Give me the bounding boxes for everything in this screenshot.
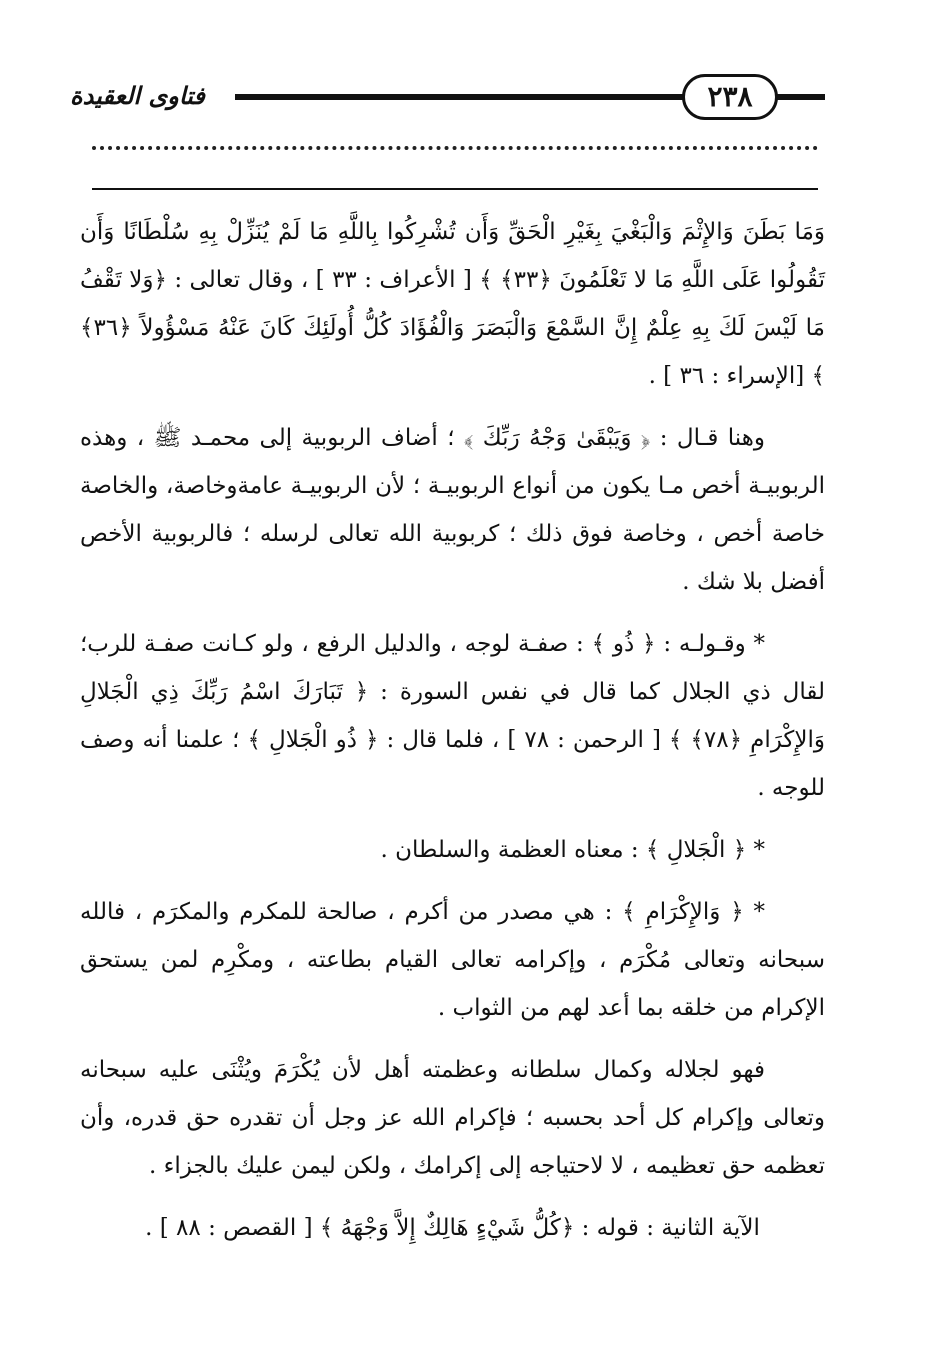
paragraph-rububiyyah: وهنا قـال : ﴿ وَيَبْقَىٰ وَجْهُ رَبِّكَ ﴾ ؛ أضاف الربوبية إلى محمـد ﷺ ، وهذه الربوبيـة أخص مـا يكون من أنواع الربوبيـة ؛ لأن الربوبيـة عامةوخاصة، والخاصة خاصة أخص ، وخاصة فوق ذلك ؛ كربوبية الله تعالى لرسله ؛ فالربوبية الأخص أفضل بلا شك .: [80, 425, 825, 595]
running-title: فتاوى العقيدة: [70, 81, 205, 110]
page-body: [80, 208, 825, 1266]
page-header: [70, 70, 825, 124]
paragraph-dhu: * وقـولـه : ﴿ ذُو ﴾ : صفـة لوجه ، والدليل الرفع ، ولو كـانت صفـة للرب؛ لقال ذي الجلال كما قال في نفس السورة : ﴿ تَبَارَكَ اسْمُ رَبِّكَ ذِي الْجَلالِ وَالإِكْرَامِ ﴿٧٨﴾ ﴾ [ الرحمن : ٧٨ ] ، فلما قال : ﴿ ذُو الْجَلالِ ﴾ ؛ علمنا أنه وصف للوجه .: [80, 631, 825, 801]
paragraph-ikram: * ﴿ وَالإِكْرَامِ ﴾ : هي مصدر من أكرم ، صالحة للمكرم والمكرَم ، فالله سبحانه وتعالى مُكْرَم ، وإكرامه تعالى القيام بطاعته ، ومكْرِم لمن يستحق الإكرام من خلقه بما أعد لهم من الثواب .: [80, 899, 825, 1021]
page-number: ٢٣٨: [682, 74, 778, 120]
paragraph-second-verse: الآية الثانية : قوله : ﴿كُلُّ شَيْءٍ هَالِكٌ إِلاَّ وَجْهَهُ ﴾ [ القصص : ٨٨ ] .: [145, 1215, 760, 1241]
header-rule-left: [235, 94, 695, 100]
paragraph-honor: فهو لجلاله وكمال سلطانه وعظمته أهل لأن يُكْرَمَ ويُثْنَى عليه سبحانه وتعالى وإكرام كل أحد بحسبه ؛ فإكرام الله عز وجل أن تقدره حق قدره، وأن تعظمه حق تعظيمه ، لا لاحتياجه إلى إكرامك ، ولكن ليمن عليك بالجزاء .: [80, 1057, 825, 1179]
paragraph-jalal: * ﴿ الْجَلالِ ﴾ : معناه العظمة والسلطان .: [380, 837, 765, 863]
dotted-separator: [92, 146, 818, 150]
paragraph-verse-continuation: وَمَا بَطَنَ وَالإِثْمَ وَالْبَغْيَ بِغَيْرِ الْحَقِّ وَأَن تُشْرِكُوا بِاللَّهِ مَا لَمْ يُنَزِّلْ بِهِ سُلْطَانًا وَأَن تَقُولُوا عَلَى اللَّهِ مَا لا تَعْلَمُونَ ﴿٣٣﴾ ﴾ [ الأعراف : ٣٣ ] ، وقال تعالى : ﴿وَلا تَقْفُ مَا لَيْسَ لَكَ بِهِ عِلْمٌ إِنَّ السَّمْعَ وَالْبَصَرَ وَالْفُؤَادَ كُلُّ أُولَئِكَ كَانَ عَنْهُ مَسْؤُولاً ﴿٣٦﴾ ﴾ [الإسراء : ٣٦ ] .: [80, 219, 825, 389]
horizontal-rule: [92, 188, 818, 190]
